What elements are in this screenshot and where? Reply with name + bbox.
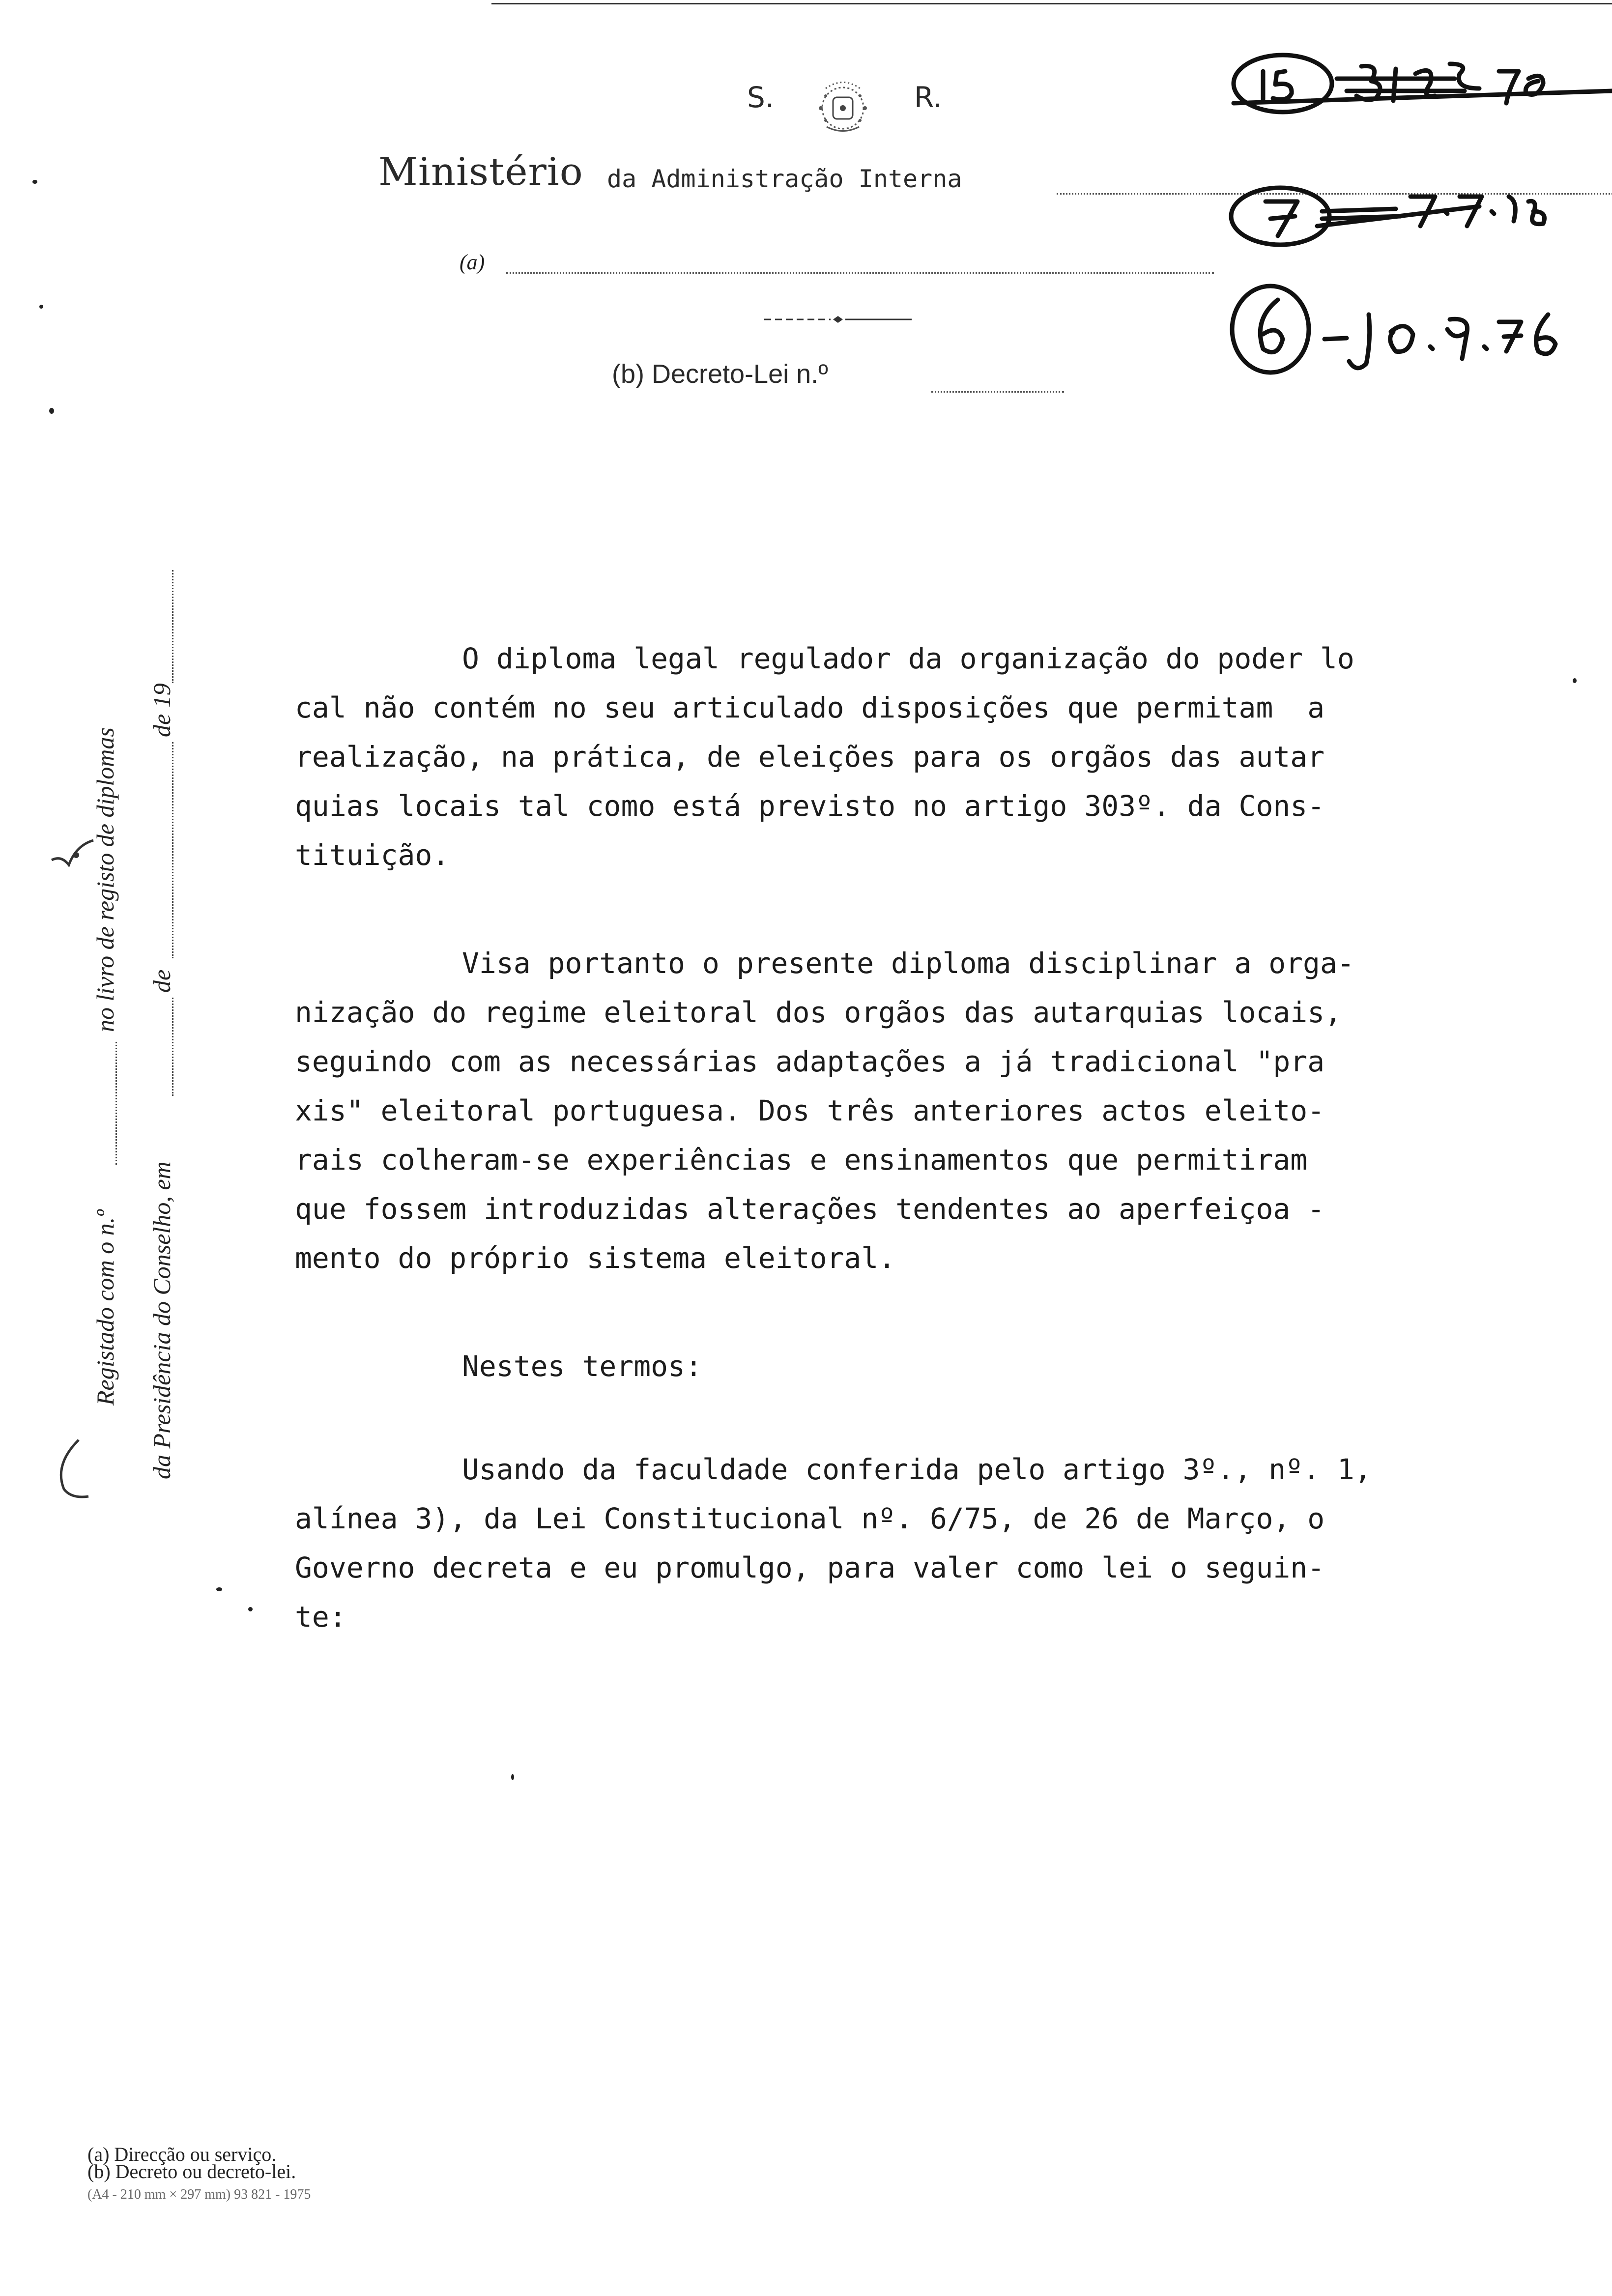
paragraph-4-line-1: Usando da faculdade conferida pelo artigo 3º., nº. 1,: [462, 1453, 1372, 1486]
registry-number-label: Registado com o n.º: [91, 1209, 119, 1406]
registry-margin-line-1: [91, 570, 120, 1406]
registry-year-label: de 19: [148, 683, 175, 737]
paragraph-2-line-4: xis" eleitoral portuguesa. Dos três anteriores actos eleito-: [295, 1094, 1325, 1127]
direction-label: (a): [460, 250, 485, 274]
paragraph-2-line-7: mento do próprio sistema eleitoral.: [295, 1241, 896, 1275]
paragraph-1-line-1: O diploma legal regulador da organização do poder lo: [462, 642, 1354, 675]
paragraph-3-line-1: Nestes termos:: [462, 1349, 702, 1383]
handwritten-line-1: [1234, 55, 1612, 112]
registry-book-label: no livro de registo de diplomas: [91, 727, 119, 1032]
scan-smudge: [49, 1435, 103, 1504]
registry-day-dotted: [172, 998, 173, 1096]
paragraph-1-line-2: cal não contém no seu articulado disposições que permitam a: [295, 691, 1325, 724]
paragraph-2-line-1: Visa portanto o presente diploma disciplinar a orga-: [462, 947, 1354, 980]
decree-dotted-line: [931, 391, 1064, 393]
paragraph-4: [295, 1445, 1524, 1641]
registry-de-label-1: de: [148, 969, 175, 993]
print-reference: (A4 - 210 mm × 297 mm) 93 821 - 1975: [87, 2187, 311, 2202]
scan-speck: [32, 180, 37, 184]
ornament-divider: [764, 315, 912, 324]
paragraph-1-line-4: quias locais tal como está previsto no artigo 303º. da Cons-: [295, 789, 1325, 823]
direction-dotted-line: [506, 272, 1214, 274]
decree-number-field: [612, 359, 1069, 398]
scan-speck: [49, 408, 54, 414]
handwritten-line-3: [1232, 286, 1555, 373]
scan-speck: [248, 1607, 253, 1611]
republic-header: [727, 74, 953, 138]
scan-speck: [216, 1587, 222, 1591]
handwritten-line-2: [1231, 188, 1545, 245]
coat-of-arms-emblem: [791, 74, 894, 138]
footnote-b: (b) Decreto ou decreto-lei.: [87, 2160, 296, 2182]
paragraph-1-line-3: realização, na prática, de eleições para os orgãos das autar: [295, 740, 1325, 774]
registry-number-dotted: [115, 1042, 117, 1165]
footnote-a: (a) Direcção ou serviço.: [87, 2143, 277, 2165]
paragraph-2: [295, 939, 1524, 1283]
scan-edge-line: [491, 3, 1612, 4]
paragraph-2-line-3: seguindo com as necessárias adaptações a já tradicional "pra: [295, 1045, 1325, 1078]
registry-margin-line-2: [147, 565, 177, 1479]
paragraph-1: [295, 634, 1524, 880]
paragraph-3: [295, 1342, 1524, 1391]
paragraph-1-line-5: tituição.: [295, 838, 450, 872]
scan-smudge: [47, 826, 101, 890]
paragraph-4-line-4: te:: [295, 1600, 346, 1634]
paragraph-4-line-2: alínea 3), da Lei Constitucional nº. 6/75, de 26 de Março, o: [295, 1502, 1325, 1535]
ministry-line: [378, 150, 1278, 199]
paragraph-2-line-2: nização do regime eleitoral dos orgãos das autarquias locais,: [295, 996, 1342, 1029]
decree-label: (b) Decreto-Lei n.º: [612, 359, 828, 389]
paragraph-4-line-3: Governo decreta e eu promulgo, para valer como lei o seguin-: [295, 1551, 1325, 1584]
ministry-name: da Administração Interna: [607, 165, 962, 193]
paragraph-2-line-5: rais colheram-se experiências e ensinamentos que permitiram: [295, 1143, 1308, 1177]
scan-speck: [39, 305, 43, 309]
scan-speck: [511, 1774, 514, 1780]
registry-year-dotted: [172, 570, 173, 683]
direction-field: [460, 246, 1216, 280]
s-letter: S.: [747, 81, 775, 114]
r-letter: R.: [914, 81, 942, 114]
registry-month-dotted: [172, 742, 173, 958]
scan-speck: [1573, 678, 1577, 683]
handwritten-annotations: [1224, 44, 1612, 398]
registry-date-label: da Presidência do Conselho, em: [148, 1161, 175, 1479]
paragraph-2-line-6: que fossem introduzidas alterações tendentes ao aperfeiçoa -: [295, 1192, 1325, 1226]
ministry-word: Ministério: [378, 150, 583, 194]
